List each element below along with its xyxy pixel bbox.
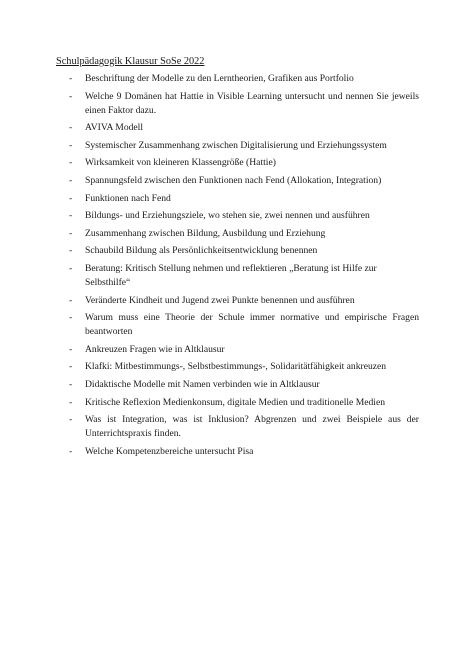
list-item-text: Welche Kompetenzbereiche untersucht Pisa [85,445,254,457]
question-list [56,72,419,462]
list-item [56,121,419,135]
list-item-text: Systemischer Zusammenhang zwischen Digitalisierung und Erziehungssystem [85,139,387,151]
list-item [56,262,419,290]
list-item-text: Funktionen nach Fend [85,192,171,204]
bullet-dash: - [69,245,73,257]
list-item [56,209,419,223]
list-item [56,378,419,392]
list-item-text: Spannungsfeld zwischen den Funktionen nach Fend (Allokation, Integration) [85,174,382,186]
list-item [56,90,419,118]
list-item [56,396,419,410]
list-item-text: Wirksamkeit von kleineren Klassengröße (Hattie) [85,157,276,169]
list-item [56,227,419,241]
list-item [56,244,419,258]
list-item-text: Veränderte Kindheit und Jugend zwei Punkte benennen und ausführen [85,294,355,306]
bullet-dash: - [69,396,73,408]
bullet-dash: - [69,227,73,239]
list-item-text: Beratung: Kritisch Stellung nehmen und reflektieren „Beratung ist Hilfe zur Selbsthilfe“ [85,262,377,288]
bullet-dash: - [69,73,73,84]
list-item [56,311,419,339]
list-item-text: Zusammenhang zwischen Bildung, Ausbildung und Erziehung [85,227,326,239]
list-item-text: Beschriftung der Modelle zu den Lerntheorien, Grafiken aus Portfolio [85,73,354,84]
list-item [56,139,419,153]
list-item [56,413,419,441]
bullet-dash: - [69,174,73,186]
bullet-dash: - [69,139,73,151]
list-item-text: Ankreuzen Fragen wie in Altklausur [85,343,225,355]
list-item [56,192,419,206]
list-item-text: Schaubild Bildung als Persönlichkeitsentwicklung benennen [85,245,318,257]
list-item-text: Didaktische Modelle mit Namen verbinden wie in Altklausur [85,378,320,390]
bullet-dash: - [69,312,73,324]
bullet-dash: - [69,445,73,457]
list-item-text: Was ist Integration, was ist Inklusion? Abgrenzen und zwei Beispiele aus der Unterrichtspraxis finden. [85,414,419,440]
bullet-dash: - [69,122,73,134]
bullet-dash: - [69,192,73,204]
list-item-text: Kritische Reflexion Medienkonsum, digitale Medien und traditionelle Medien [85,396,386,408]
bullet-dash: - [69,361,73,373]
document-title: Schulpädagogik Klausur SoSe 2022 [56,56,205,67]
list-item-text: Klafki: Mitbestimmungs-, Selbstbestimmungs-, Solidaritätfähigkeit ankreuzen [85,361,387,373]
list-item [56,72,419,86]
bullet-dash: - [69,157,73,169]
list-item [56,445,419,459]
bullet-dash: - [69,210,73,222]
list-item-text: AVIVA Modell [85,122,144,134]
list-item [56,360,419,374]
list-item-text: Warum muss eine Theorie der Schule immer normative und empirische Fragen beantworten [85,312,419,338]
bullet-dash: - [69,343,73,355]
bullet-dash: - [69,262,73,274]
bullet-dash: - [69,378,73,390]
bullet-dash: - [69,414,73,426]
bullet-dash: - [69,90,73,102]
list-item [56,156,419,170]
list-item [56,343,419,357]
list-item-text: Welche 9 Domänen hat Hattie in Visible Learning untersucht und nennen Sie jeweils einen Faktor dazu. [85,90,419,116]
list-item [56,174,419,188]
list-item-text: Bildungs- und Erziehungsziele, wo stehen sie, zwei nennen und ausführen [85,210,370,222]
bullet-dash: - [69,294,73,306]
list-item [56,294,419,308]
